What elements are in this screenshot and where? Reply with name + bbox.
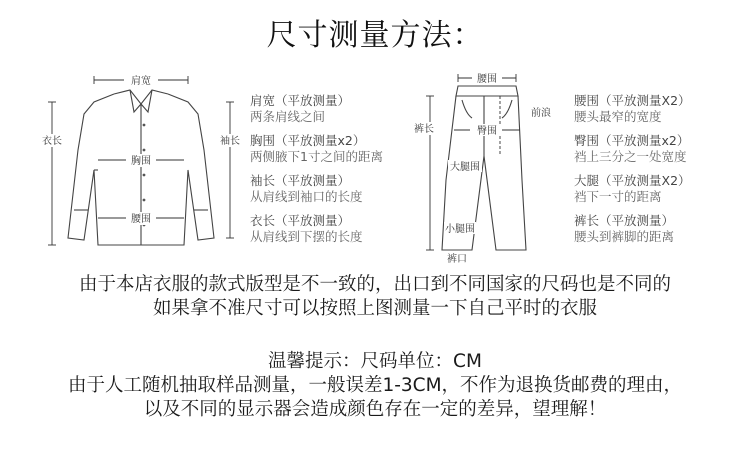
- shirt-item-length: 衣长（平放测量） 从肩线到下摆的长度: [250, 213, 363, 244]
- pants-calf-label: 小腿围: [445, 224, 475, 235]
- shirt-hem-label: 腰围: [131, 214, 151, 225]
- pants-item-hip: 臀围（平放测量x2） 裆上三分之一处宽度: [574, 133, 690, 164]
- tips-line-1: 温馨提示：尺码单位：CM: [268, 351, 482, 372]
- shirt-shoulder-label: 肩宽: [131, 76, 151, 87]
- pants-item-waist: 腰围（平放测量X2） 腰头最窄的宽度: [574, 93, 691, 124]
- pants-waist-label: 腰围: [477, 74, 497, 85]
- pants-diagram: [406, 70, 566, 265]
- shirt-chest-label: 胸围: [131, 156, 151, 167]
- tips-text: [0, 350, 750, 422]
- shirt-diagram: [34, 70, 248, 255]
- pants-hip-label: 臀围: [477, 126, 497, 137]
- pants-rise-label: 前浪: [531, 108, 551, 119]
- pants-length-label: 裤长: [414, 124, 434, 135]
- notice-text: [0, 273, 750, 321]
- pants-measure-list: [574, 93, 691, 245]
- pants-item-length: 裤长（平放测量） 腰头到裤脚的距离: [574, 213, 675, 244]
- pants-thigh-label: 大腿围: [450, 162, 480, 173]
- pants-item-thigh: 大腿（平放测量X2） 裆下一寸的距离: [574, 173, 691, 204]
- notice-line-2: 如果拿不准尺寸可以按照上图测量一下自己平时的衣服: [152, 298, 597, 319]
- shirt-measure-list: [250, 93, 383, 245]
- shirt-item-chest: 胸围（平放测量x2） 两侧腋下1寸之间的距离: [250, 133, 383, 164]
- shirt-length-label: 衣长: [42, 136, 62, 147]
- pants-hem-label: 裤口: [447, 254, 467, 265]
- shirt-sleeve-label: 袖长: [220, 136, 240, 147]
- notice-line-1: 由于本店衣服的款式版型是不一致的，出口到不同国家的尺码也是不同的: [78, 274, 671, 295]
- page-title: 尺寸测量方法：: [266, 18, 484, 53]
- tips-line-2: 由于人工随机抽取样品测量，一般误差1-3CM，不作为退换货邮费的理由，: [67, 375, 683, 396]
- shirt-item-sleeve: 袖长（平放测量） 从肩线到袖口的长度: [250, 173, 363, 204]
- shirt-item-shoulder: 肩宽（平放测量） 两条肩线之间: [250, 93, 351, 124]
- tips-line-3: 以及不同的显示器会造成颜色存在一定的差异，望理解！: [143, 399, 607, 420]
